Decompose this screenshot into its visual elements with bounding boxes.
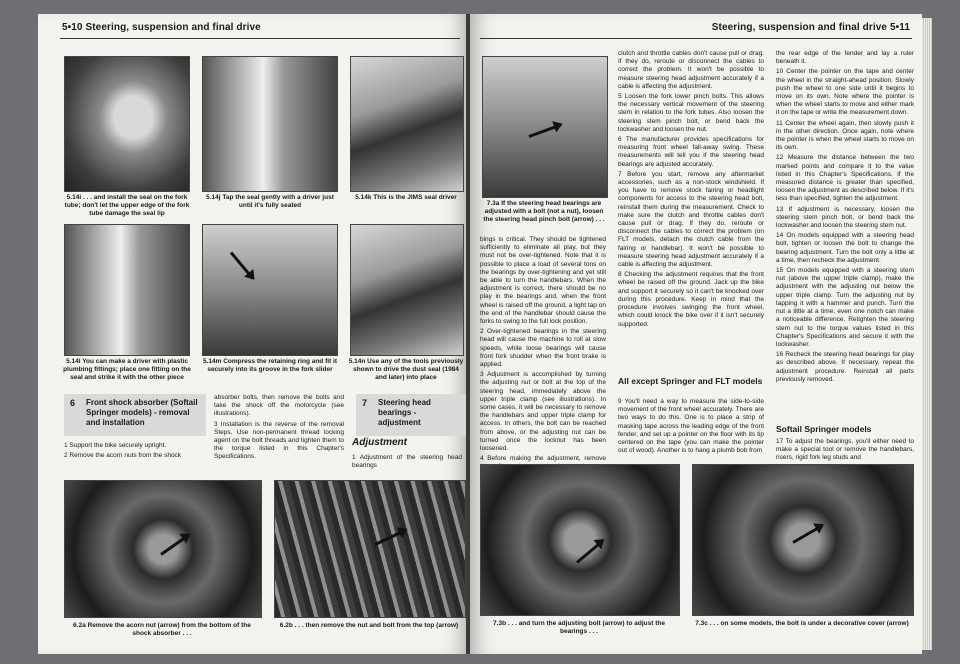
photo-fig-514i	[64, 56, 190, 192]
caption-fig-514l: 5.14l You can make a driver with plastic plumbing fittings; place one fitting on the seal and strike it with the other piece	[63, 358, 191, 381]
step-2: 2 Remove the acorn nuts from the shock	[64, 452, 182, 460]
paragraph: 15 On models equipped with a steering stem nut (above the upper triple clamp), make the adjustment with the adjusting nut below the upper triple clamp. Turn the adjusting nut by tapping it with a hammer and punch. Turn the nut a little at a time, even one notch can make a noticeable difference. Retighten the steering stem nut to the torque values listed in this Chapter's Specifications and secure it with the lockwasher.	[776, 267, 914, 348]
photo-fig-514n	[350, 224, 464, 356]
section-heading-6	[64, 394, 206, 436]
caption-fig-514n: 5.14n Use any of the tools previously shown to drive the dust seal (1984 and later) into place	[348, 358, 464, 381]
paragraph: bings is critical. They should be tightened sufficiently to eliminate all play, but they must not be over-tightened. Note that it is possible to place a load of several tons on the bearings by over-tightening and yet still be able to turn the handlebars. When the adjustment is correct, there should be no play in the bearings and, when the front wheel is raised off the ground, a light tap on the end of the handlebar should cause the forks to swing to the full lock position.	[480, 236, 606, 326]
right-page	[470, 14, 922, 654]
step-1: 1 Support the bike securely upright.	[64, 442, 167, 449]
photo-fig-514l	[64, 224, 190, 356]
paragraph: 7 Before you start, remove any aftermarket accessories, such as a non-stock windshield. If you have to remove stock fairing or headlight components for access to the steering head bolt, reinstall them during the measurement. Check to make sure the clutch and throttle cables don't cause pull or drag. If they do, reroute or disconnect the cables to correct the problem (on FLT models, detach the clutch cable from the fairing or handlebar). It won't be possible to measure steering head adjustment accurately if a cable is affecting the adjustment.	[618, 170, 764, 269]
section6-steps	[64, 442, 204, 462]
caption-fig-514k: 5.14k This is the JIMS seal driver	[355, 194, 457, 201]
paragraph: 8 Checking the adjustment requires that the front wheel be raised off the ground. Jack up the bike and support it securely so it can't be knocked over during this procedure. Keep in mind that the procedure involves swinging the front wheel, which could knock the bike over if it isn't securely supported.	[618, 271, 764, 328]
section-title: Steering head bearings - adjustment	[378, 398, 431, 427]
photo-fig-62a	[64, 480, 262, 618]
section-number: 7	[362, 398, 368, 408]
subheading-except-springer: All except Springer and FLT models	[618, 376, 763, 386]
text-column-0	[480, 236, 606, 490]
photo-fig-62b	[274, 480, 466, 618]
adjustment-text: 1 Adjustment of the steering head bearings	[352, 454, 462, 470]
caption-fig-514i: 5.14i . . . and install the seal on the fork tube; don't let the upper edge of the fork tube damage the seal lip	[64, 194, 190, 217]
photo-fig-73c	[692, 464, 914, 616]
photo-fig-73a	[482, 56, 608, 198]
caption-fig-514j: 5.14j Tap the seal gently with a driver just until it's fully seated	[206, 194, 334, 209]
photo-fig-514m	[202, 224, 338, 356]
paragraph: 10 Center the pointer on the tape and center the wheel in the straight-ahead position. Slowly push the wheel to one side until it begins to move on its own. Note where the pointer is when the wheel starts to move and either mark it on the tape or write the measurement down.	[776, 68, 914, 117]
section-heading-7	[356, 394, 466, 436]
caption-fig-73b: 7.3b . . . and turn the adjusting bolt (arrow) to adjust the bearings . . .	[493, 620, 665, 635]
arrow-icon	[230, 252, 254, 280]
photo-fig-514j	[202, 56, 338, 192]
paragraph: absorber bolts, then remove the bolts and take the shock off the motorcycle (see illustrations).	[214, 394, 344, 418]
paragraph-17: 17 To adjust the bearings, you'll either need to make a special tool or remove the handlebars, risers, rigid fork leg studs and	[776, 438, 914, 462]
caption-fig-73a: 7.3a If the steering head bearings are adjusted with a bolt (not a nut), loosen the steering head pinch bolt (arrow) . . .	[483, 200, 605, 223]
left-page	[38, 14, 468, 654]
text-column-2	[776, 50, 914, 386]
page-edges	[922, 18, 932, 650]
paragraph: 12 Measure the distance between the two marked points and compare it to the value listed in this Chapter's Specifications. If the measured distance is greater than specified, loosen the adjustment as described below. If it's less than specified, tighten the adjustment.	[776, 154, 914, 203]
caption-fig-73c: 7.3c . . . on some models, the bolt is under a decorative cover (arrow)	[695, 620, 909, 627]
paragraph: 6 The manufacturer provides specifications for measuring front wheel fall-away swing. These measurements will tell you if the steering head bearings are adjusted accurately.	[618, 136, 764, 168]
paragraph: 13 If adjustment is necessary, loosen the steering stem pinch bolt, or bend back the lockwasher and loosen the steering stem nut.	[776, 205, 914, 230]
paragraph-9: 9 You'll need a way to measure the side-to-side movement of the front wheel accurately. There are two ways to do this. One is to place a strip of masking tape across the leading edge of the front fender, and set up a pointer on the floor with its tip centered on the tape (you can make the pointer out of wood). Another is to hang a plumb bob from	[618, 398, 764, 455]
arrow-icon	[374, 529, 406, 546]
paragraph: clutch and throttle cables don't cause pull or drag. If they do, reroute or disconnect the cables to correct the problem. It won't be possible to measure steering head adjustment accurately if a cable is affecting the adjustment.	[618, 50, 764, 90]
paragraph: the rear edge of the fender and lay a ruler beneath it.	[776, 50, 914, 66]
caption-fig-62a: 6.2a Remove the acorn nut (arrow) from the bottom of the shock absorber . . .	[73, 622, 251, 637]
arrow-icon	[792, 524, 823, 544]
section-title: Front shock absorber (Softail Springer models) - removal and installation	[86, 398, 198, 427]
subheading-softail-springer: Softail Springer models	[776, 424, 872, 434]
section6-continued	[214, 394, 344, 464]
paragraph: 14 On models equipped with a steering head bolt, tighten or loosen the bolt to change the bearing adjustment. Turn the bolt only a little at a time, then recheck the adjustment.	[776, 232, 914, 264]
arrow-icon	[160, 534, 190, 556]
header-rule	[480, 38, 912, 39]
subheading-adjustment: Adjustment	[352, 437, 407, 448]
paragraph: 2 Over-tightened bearings in the steering head will cause the machine to roll at slow speeds, while loose bearings will cause front fork shudder when the front brake is applied.	[480, 328, 606, 369]
header-rule	[60, 38, 460, 39]
paragraph: 16 Recheck the steering head bearings for play as described above. If necessary, repeat the adjustment procedure. Reinstall all parts previously removed.	[776, 351, 914, 383]
page-header: 5•10 Steering, suspension and final drive	[62, 22, 261, 33]
photo-fig-514k	[350, 56, 464, 192]
paragraph: 3 Installation is the reverse of the removal Steps. Use non-permanent thread locking agent on the bolt threads and tighten them to the torque listed in this Chapter's Specifications.	[214, 420, 344, 461]
page-header: Steering, suspension and final drive 5•11	[711, 22, 910, 33]
section-number: 6	[70, 398, 76, 408]
caption-fig-514m: 5.14m Compress the retaining ring and fit it securely into its groove in the fork slider	[203, 358, 337, 373]
paragraph: 3 Adjustment is accomplished by turning the adjusting nut or bolt at the top of the steering head, immediately above the upper triple clamp (see illustrations). In some cases, it will be necessary to remove the handlebars and upper triple clamp for access. In others, the bolt can be reached from above, or the adjusting nut can be turned once the locknut has been loosened.	[480, 371, 606, 453]
caption-fig-62b: 6.2b . . . then remove the nut and bolt from the top (arrow)	[279, 622, 459, 629]
paragraph: 4 Before making the adjustment, remove	[480, 455, 606, 463]
arrow-icon	[576, 539, 604, 563]
text-column-1-top	[618, 50, 764, 331]
paragraph: 11 Center the wheel again, then slowly push it in the other direction. Once again, note where the pointer is when the wheel starts to move on its own.	[776, 119, 914, 152]
photo-fig-73b	[480, 464, 680, 616]
arrow-icon	[528, 123, 561, 137]
paragraph: 5 Loosen the fork lower pinch bolts. This allows the necessary vertical movement of the steering stem in relation to the fork tubes. Also loosen the steering stem pinch bolt, or bend back the lockwasher and loosen the nut.	[618, 93, 764, 133]
